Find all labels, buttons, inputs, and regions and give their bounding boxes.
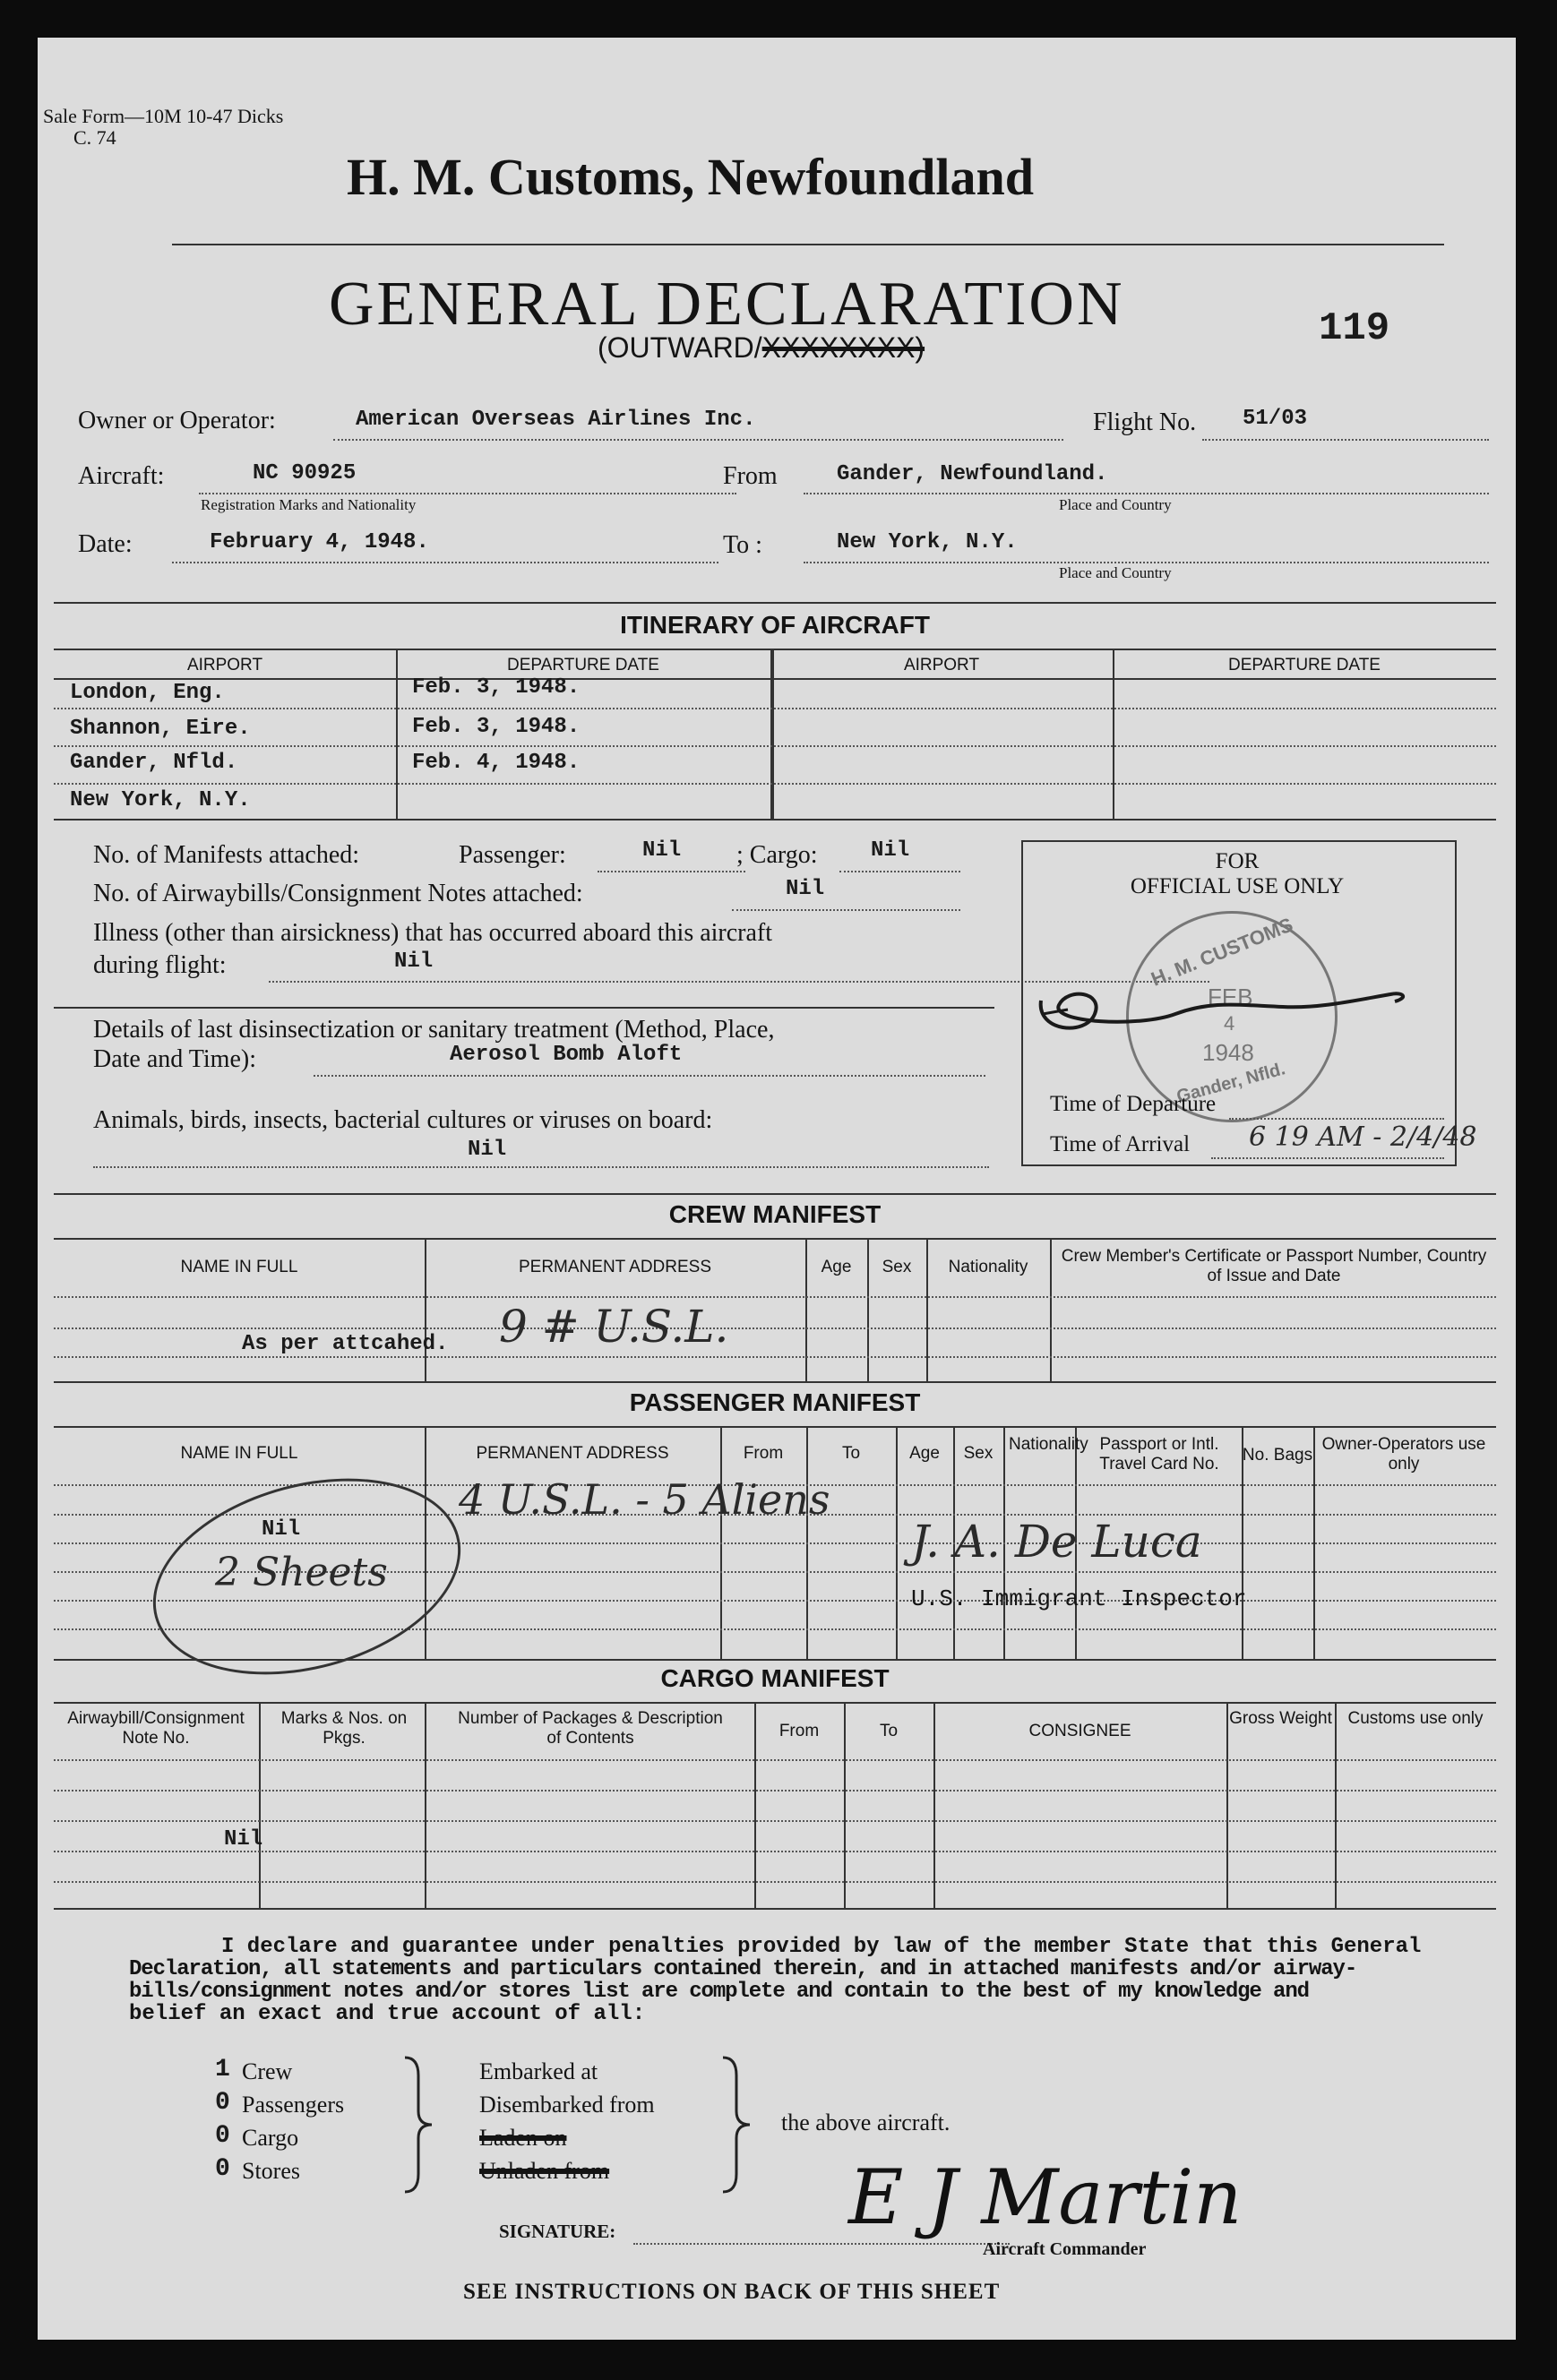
- aircraft-value: NC 90925: [253, 461, 357, 485]
- itinerary-date-3: Feb. 4, 1948.: [412, 751, 581, 775]
- to-label: To :: [723, 531, 762, 559]
- cargo-col-consignee: CONSIGNEE: [1028, 1722, 1131, 1740]
- illness-label-1: Illness (other than airsickness) that has occurred aboard this aircraft: [93, 919, 773, 947]
- count-cargo-n: 0: [215, 2122, 230, 2150]
- crew-col-sex: Sex: [882, 1258, 912, 1276]
- departure-label: Time of Departure: [1050, 1092, 1217, 1116]
- arrival-value: 6 19 AM - 2/4/48: [1249, 1121, 1477, 1153]
- owner-value: American Overseas Airlines Inc.: [356, 408, 756, 432]
- itinerary-col-airport-2: AIRPORT: [903, 656, 980, 674]
- illness-label-2: during flight:: [93, 951, 227, 979]
- passenger-col-bags: No. Bags: [1242, 1446, 1313, 1465]
- form-number: C. 74: [73, 126, 116, 149]
- cargo-col-to: To: [879, 1722, 899, 1740]
- passenger-manifest-label: Passenger:: [459, 841, 566, 869]
- cargo-title: CARGO MANIFEST: [660, 1664, 890, 1692]
- passenger-col-age: Age: [909, 1444, 940, 1463]
- option-embarked: Embarked at: [479, 2058, 598, 2084]
- passenger-entry: Nil: [262, 1517, 301, 1542]
- crew-col-age: Age: [821, 1258, 852, 1276]
- passenger-title: PASSENGER MANIFEST: [629, 1388, 921, 1416]
- itinerary-date-2: Feb. 3, 1948.: [412, 715, 581, 739]
- official-title-2: OFFICIAL USE ONLY: [1130, 874, 1345, 898]
- stamp-place: Gander, Nfld.: [1174, 1059, 1288, 1107]
- date-value: February 4, 1948.: [210, 530, 429, 554]
- illness-value: Nil: [394, 949, 434, 974]
- subtitle-outward: (OUTWARD/: [598, 331, 762, 364]
- itinerary-col-airport-1: AIRPORT: [186, 656, 263, 674]
- commander-signature: E J Martin: [848, 2153, 1243, 2241]
- itinerary-title: ITINERARY OF AIRCRAFT: [620, 611, 930, 639]
- signer-title: Aircraft Commander: [983, 2239, 1147, 2259]
- passenger-col-passport: Passport or Intl. Travel Card No.: [1099, 1435, 1219, 1474]
- passenger-col-sex: Sex: [963, 1444, 994, 1463]
- official-scrawl: [1032, 951, 1426, 1059]
- itinerary-airport-1: London, Eng.: [70, 681, 225, 705]
- count-crew-n: 1: [215, 2056, 230, 2084]
- airwaybills-label: No. of Airwaybills/Consignment Notes attached:: [93, 880, 583, 907]
- count-stores-n: 0: [215, 2155, 230, 2183]
- itinerary-date-1: Feb. 3, 1948.: [412, 675, 581, 700]
- itinerary-col-date-1: DEPARTURE DATE: [507, 656, 659, 674]
- subtitle-struck: XXXXXXXX): [761, 331, 925, 364]
- passenger-manifest-value: Nil: [642, 838, 682, 863]
- cargo-manifest-label: ; Cargo:: [736, 841, 818, 869]
- declaration-sheet: [38, 38, 1516, 2340]
- from-label: From: [723, 462, 778, 490]
- form-subtitle: [598, 331, 925, 365]
- flight-label: Flight No.: [1093, 408, 1197, 436]
- manifests-label: No. of Manifests attached:: [93, 841, 360, 869]
- option-unladen: Unladen from: [479, 2158, 610, 2184]
- animals-label: Animals, birds, insects, bacterial cultures or viruses on board:: [93, 1106, 713, 1134]
- cargo-col-customs: Customs use only: [1347, 1709, 1484, 1728]
- serial-number: 119: [1319, 306, 1390, 351]
- signature-label: SIGNATURE:: [499, 2221, 616, 2242]
- crew-col-nationality: Nationality: [948, 1258, 1028, 1276]
- owner-label: Owner or Operator:: [78, 407, 276, 434]
- right-brace: [718, 2053, 754, 2196]
- crew-title: CREW MANIFEST: [668, 1200, 882, 1228]
- crew-col-name: NAME IN FULL: [180, 1258, 298, 1276]
- stamp-day: 4: [1224, 1012, 1235, 1035]
- airwaybills-value: Nil: [786, 877, 825, 901]
- option-laden: Laden on: [479, 2125, 567, 2151]
- to-sub: Place and Country: [1059, 564, 1172, 581]
- disinsect-label-2: Date and Time):: [93, 1045, 256, 1073]
- cargo-col-weight: Gross Weight: [1229, 1709, 1332, 1728]
- aircraft-sub: Registration Marks and Nationality: [201, 496, 417, 513]
- arrival-label: Time of Arrival: [1050, 1132, 1191, 1156]
- passenger-address-handwritten: 4 U.S.L. - 5 Aliens: [459, 1475, 830, 1524]
- disinsect-value: Aerosol Bomb Aloft: [450, 1043, 683, 1067]
- to-value: New York, N.Y.: [837, 530, 1018, 554]
- date-label: Date:: [78, 530, 133, 558]
- passenger-sheets: 2 Sheets: [215, 1550, 388, 1595]
- itinerary-airport-4: New York, N.Y.: [70, 788, 251, 812]
- passenger-col-from: From: [743, 1444, 784, 1463]
- option-disembarked: Disembarked from: [479, 2092, 655, 2118]
- cargo-col-marks: Marks & Nos. on Pkgs.: [280, 1709, 408, 1748]
- declaration-line-4: belief an exact and true account of all:: [129, 2002, 646, 2026]
- declaration-tail: the above aircraft.: [781, 2109, 951, 2135]
- cargo-entry: Nil: [224, 1827, 263, 1852]
- crew-col-certificate: Crew Member's Certificate or Passport Number, Country of Issue and Date: [1061, 1247, 1487, 1285]
- cargo-col-packages: Number of Packages & Description of Contents: [458, 1709, 723, 1748]
- count-cargo-label: Cargo: [242, 2125, 299, 2151]
- count-passengers-label: Passengers: [242, 2092, 345, 2118]
- itinerary-col-date-2: DEPARTURE DATE: [1228, 656, 1381, 674]
- declaration-line-3: bills/consignment notes and/or stores list are complete and contain to the best of my knowledge and: [129, 1980, 1309, 2004]
- itinerary-airport-2: Shannon, Eire.: [70, 717, 251, 741]
- itinerary-airport-3: Gander, Nfld.: [70, 751, 238, 775]
- declaration-line-2: Declaration, all statements and particulars contained therein, and in attached manifests and/or airway-: [129, 1957, 1357, 1981]
- form-title: GENERAL DECLARATION: [329, 270, 1125, 339]
- form-code: Sale Form—10M 10-47 Dicks: [43, 105, 284, 127]
- passenger-col-nationality: Nationality: [1009, 1435, 1088, 1454]
- disinsect-label-1: Details of last disinsectization or sanitary treatment (Method, Place,: [93, 1016, 775, 1044]
- cargo-col-airwaybill: Airwaybill/Consignment Note No.: [67, 1709, 245, 1748]
- from-sub: Place and Country: [1059, 496, 1172, 513]
- count-crew-label: Crew: [242, 2058, 293, 2084]
- crew-handwritten: 9 # U.S.L.: [499, 1301, 729, 1353]
- count-passengers-n: 0: [215, 2089, 230, 2117]
- office-title: H. M. Customs, Newfoundland: [347, 148, 1034, 206]
- passenger-col-to: To: [841, 1444, 861, 1463]
- left-brace: [400, 2053, 436, 2196]
- flight-value: 51/03: [1243, 407, 1308, 431]
- stamp-month: FEB: [1208, 984, 1253, 1010]
- aircraft-label: Aircraft:: [78, 462, 165, 490]
- inspector-title: U.S. Immigrant Inspector: [911, 1585, 1247, 1612]
- cargo-col-from: From: [778, 1722, 820, 1740]
- count-stores-label: Stores: [242, 2158, 300, 2184]
- from-value: Gander, Newfoundland.: [837, 462, 1108, 486]
- passenger-col-owner: Owner-Operators use only: [1321, 1435, 1486, 1474]
- footer-instructions: SEE INSTRUCTIONS ON BACK OF THIS SHEET: [463, 2280, 1001, 2304]
- inspector-signature: J. A. De Luca: [911, 1516, 1202, 1568]
- passenger-col-address: PERMANENT ADDRESS: [476, 1444, 669, 1463]
- passenger-col-name: NAME IN FULL: [180, 1444, 298, 1463]
- crew-entry: As per attcahed.: [242, 1332, 449, 1356]
- declaration-line-1: I declare and guarantee under penalties provided by law of the member State that this General: [221, 1935, 1422, 1959]
- cargo-manifest-value: Nil: [871, 838, 910, 863]
- official-title-1: FOR: [1215, 849, 1260, 873]
- stamp-top: H. M. CUSTOMS: [1148, 913, 1296, 991]
- crew-col-address: PERMANENT ADDRESS: [518, 1258, 712, 1276]
- animals-value: Nil: [468, 1138, 507, 1162]
- stamp-year: 1948: [1202, 1039, 1254, 1066]
